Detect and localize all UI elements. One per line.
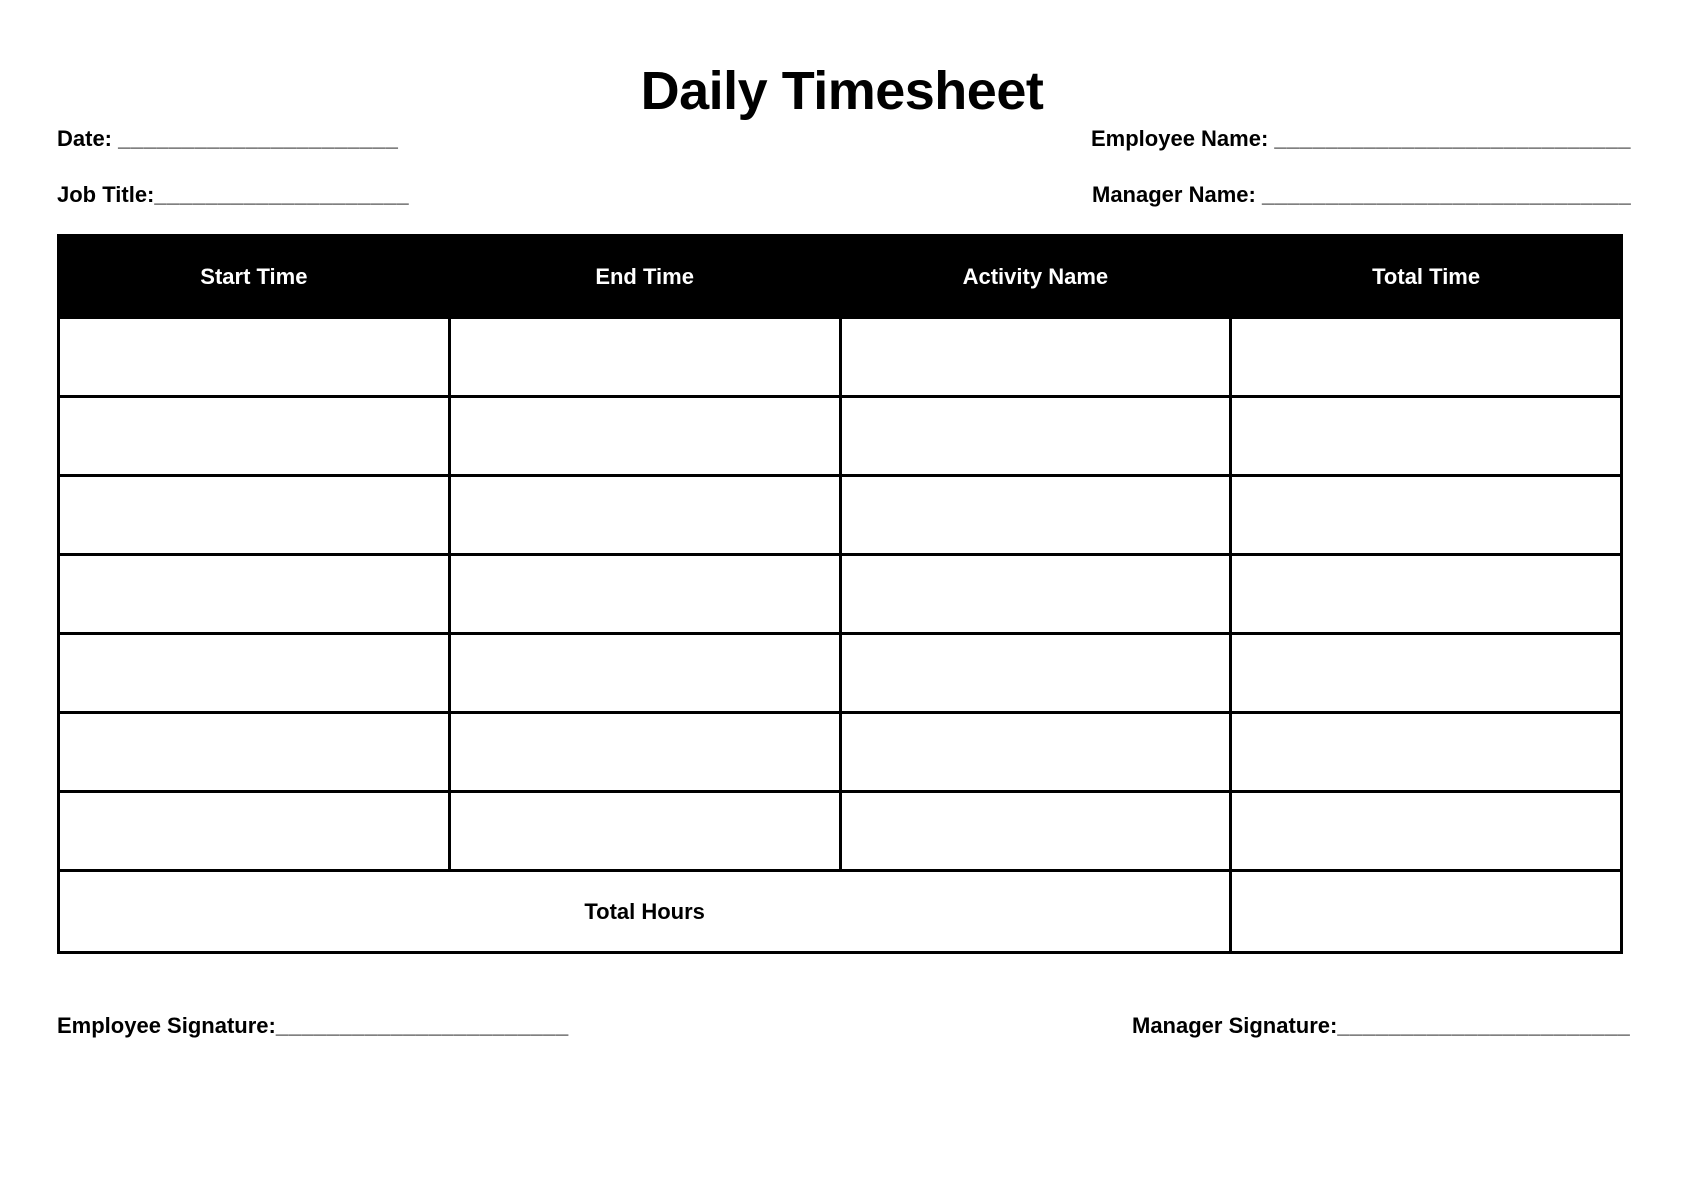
timesheet-cell-activity-name[interactable] <box>840 476 1231 555</box>
timesheet-table-header <box>59 236 1622 318</box>
column-header-total-time: Total Time <box>1231 236 1622 318</box>
timesheet-cell-start-time[interactable] <box>59 792 450 871</box>
total-hours-label: Total Hours <box>59 871 1231 953</box>
timesheet-cell-end-time[interactable] <box>449 555 840 634</box>
date-blank-line[interactable]: ______________________ <box>118 126 399 151</box>
manager-signature-label: Manager Signature: <box>1132 1013 1338 1038</box>
timesheet-cell-start-time[interactable] <box>59 397 450 476</box>
timesheet-cell-total-time[interactable] <box>1231 476 1622 555</box>
column-header-start-time: Start Time <box>59 236 450 318</box>
job-title-blank-line[interactable]: ____________________ <box>154 182 410 207</box>
employee-signature-blank-line[interactable]: _______________________ <box>275 1013 569 1038</box>
timesheet-cell-end-time[interactable] <box>449 476 840 555</box>
timesheet-cell-activity-name[interactable] <box>840 397 1231 476</box>
timesheet-row <box>59 476 1622 555</box>
timesheet-cell-total-time[interactable] <box>1231 555 1622 634</box>
timesheet-table <box>57 234 1623 954</box>
timesheet-cell-total-time[interactable] <box>1231 792 1622 871</box>
timesheet-cell-total-time[interactable] <box>1231 634 1622 713</box>
timesheet-cell-activity-name[interactable] <box>840 713 1231 792</box>
timesheet-row <box>59 555 1622 634</box>
timesheet-table-footer <box>59 871 1622 953</box>
timesheet-row <box>59 792 1622 871</box>
page-title: Daily Timesheet <box>640 61 1044 121</box>
timesheet-cell-total-time[interactable] <box>1231 318 1622 397</box>
timesheet-cell-total-time[interactable] <box>1231 713 1622 792</box>
timesheet-cell-activity-name[interactable] <box>840 634 1231 713</box>
timesheet-row <box>59 634 1622 713</box>
timesheet-cell-activity-name[interactable] <box>840 555 1231 634</box>
timesheet-cell-start-time[interactable] <box>59 555 450 634</box>
total-hours-value-cell[interactable] <box>1231 871 1622 953</box>
timesheet-cell-end-time[interactable] <box>449 397 840 476</box>
timesheet-table-body <box>59 318 1622 871</box>
timesheet-cell-start-time[interactable] <box>59 476 450 555</box>
employee-name-blank-line[interactable]: ____________________________ <box>1274 126 1631 151</box>
date-field <box>57 126 398 152</box>
timesheet-cell-end-time[interactable] <box>449 318 840 397</box>
manager-name-label: Manager Name: <box>1092 182 1262 207</box>
timesheet-row <box>59 713 1622 792</box>
manager-name-blank-line[interactable]: _____________________________ <box>1261 182 1632 207</box>
manager-name-field <box>1092 182 1631 208</box>
manager-signature-blank-line[interactable]: _______________________ <box>1337 1013 1631 1038</box>
timesheet-cell-end-time[interactable] <box>449 792 840 871</box>
timesheet-cell-activity-name[interactable] <box>840 318 1231 397</box>
header-row <box>59 236 1622 318</box>
timesheet-cell-start-time[interactable] <box>59 634 450 713</box>
timesheet-cell-end-time[interactable] <box>449 713 840 792</box>
date-label: Date: <box>57 126 119 151</box>
manager-signature-field <box>1132 1013 1630 1039</box>
timesheet-cell-total-time[interactable] <box>1231 397 1622 476</box>
total-hours-row <box>59 871 1622 953</box>
employee-signature-label: Employee Signature: <box>57 1013 276 1038</box>
job-title-label: Job Title: <box>57 182 155 207</box>
column-header-activity-name: Activity Name <box>840 236 1231 318</box>
employee-name-label: Employee Name: <box>1091 126 1275 151</box>
timesheet-row <box>59 318 1622 397</box>
timesheet-row <box>59 397 1622 476</box>
timesheet-cell-start-time[interactable] <box>59 318 450 397</box>
timesheet-cell-end-time[interactable] <box>449 634 840 713</box>
employee-signature-field <box>57 1013 569 1039</box>
employee-name-field <box>1091 126 1631 152</box>
job-title-field <box>57 182 409 208</box>
column-header-end-time: End Time <box>449 236 840 318</box>
timesheet-cell-activity-name[interactable] <box>840 792 1231 871</box>
timesheet-cell-start-time[interactable] <box>59 713 450 792</box>
